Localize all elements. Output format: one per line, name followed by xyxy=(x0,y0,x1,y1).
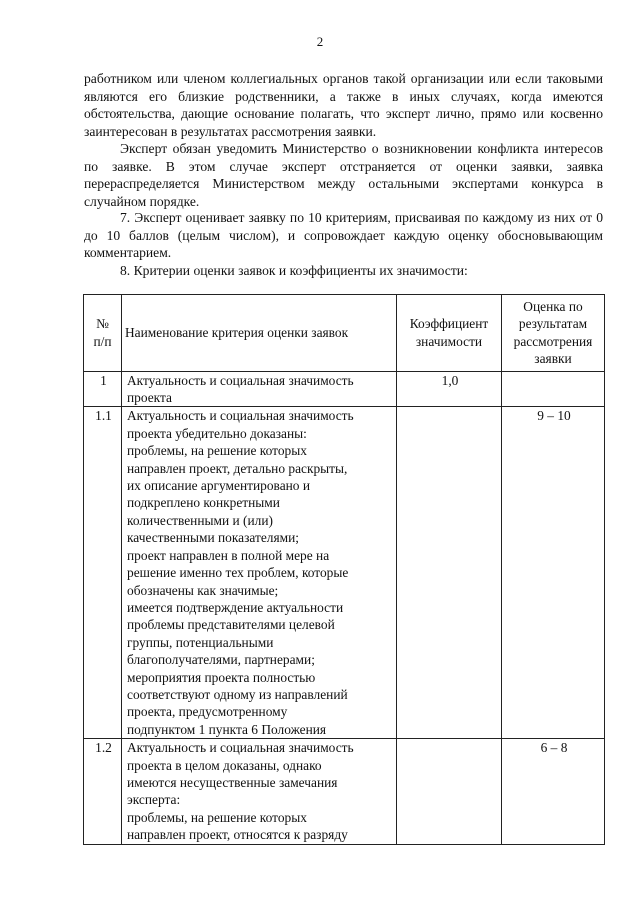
criterion-line: проблемы, на решение которых xyxy=(127,809,307,825)
criterion-description xyxy=(122,407,397,739)
criterion-line: благополучателями, партнерами; xyxy=(127,652,315,668)
criterion-line: проекта xyxy=(127,390,172,406)
row-number: 1.1 xyxy=(84,407,122,739)
paragraph-conflict-conditions xyxy=(84,70,603,140)
criterion-line: Актуальность и социальная значимость xyxy=(127,408,354,424)
paragraph-text: 8. Критерии оценки заявок и коэффициенты их значимости: xyxy=(120,263,468,278)
row-number: 1.2 xyxy=(84,739,122,844)
table-row xyxy=(84,739,605,844)
table-row xyxy=(84,371,605,407)
row-number: 1 xyxy=(84,371,122,407)
criterion-line: Актуальность и социальная значимость xyxy=(127,372,354,388)
criterion-line: проблемы представителями целевой xyxy=(127,617,335,633)
table-row xyxy=(84,407,605,739)
header-coefficient: Коэффициент значимости xyxy=(397,295,502,372)
paragraph-item-8 xyxy=(84,262,603,280)
paragraph-item-7 xyxy=(84,209,603,262)
criterion-line: проекта, предусмотренному xyxy=(127,704,288,720)
criterion-line: имеется подтверждение актуальности xyxy=(127,599,344,615)
criterion-line: Актуальность и социальная значимость xyxy=(127,740,354,756)
paragraph-text: Эксперт обязан уведомить Министерство о возникновении конфликта интересов по заявке. В этом случае эксперт отстраняется от оценки заявки, заявка перераспределяется Министерством между остальными экспертами конкурса в случайном порядке. xyxy=(84,141,603,209)
header-number: № п/п xyxy=(84,295,122,372)
criterion-line: мероприятия проекта полностью xyxy=(127,669,316,685)
coefficient-value: 1,0 xyxy=(397,371,502,407)
criterion-line: их описание аргументировано и xyxy=(127,478,311,494)
score-range: 9 – 10 xyxy=(502,407,605,739)
criterion-description xyxy=(122,739,397,844)
paragraph-text: 7. Эксперт оценивает заявку по 10 критериям, присваивая по каждому из них от 0 до 10 баллов (целым числом), и сопровождает каждую оценку обосновывающим комментарием. xyxy=(84,210,603,261)
header-criterion-name: Наименование критерия оценки заявок xyxy=(122,295,397,372)
coefficient-value xyxy=(397,407,502,739)
criterion-line: направлен проект, относятся к разряду xyxy=(127,827,348,843)
coefficient-value xyxy=(397,739,502,844)
page-number: 2 xyxy=(316,34,324,49)
criterion-line: проекта в целом доказаны, однако xyxy=(127,757,322,773)
criteria-table-header-row xyxy=(84,295,605,372)
header-score: Оценка по результатам рассмотрения заявки xyxy=(502,295,605,372)
criterion-line: проблемы, на решение которых xyxy=(127,443,307,459)
criterion-line: эксперта: xyxy=(127,792,181,808)
criterion-line: направлен проект, детально раскрыты, xyxy=(127,460,348,476)
criterion-line: имеются несущественные замечания xyxy=(127,774,338,790)
criterion-line: количественными и (или) xyxy=(127,512,273,528)
criterion-description xyxy=(122,371,397,407)
score-range: 6 – 8 xyxy=(502,739,605,844)
criteria-table xyxy=(83,294,605,845)
criterion-line: проекта убедительно доказаны: xyxy=(127,425,307,441)
criterion-line: подкреплено конкретными xyxy=(127,495,280,511)
paragraph-expert-duty xyxy=(84,140,603,210)
criterion-line: подпунктом 1 пункта 6 Положения xyxy=(127,721,327,737)
paragraph-text: работником или членом коллегиальных органов такой организации или если таковыми являются его близкие родственники, а также в иных случаях, когда имеются обстоятельства, дающие основание полагать, что эксперт лично, прямо или косвенно заинтересован в результатах рассмотрения заявки. xyxy=(84,71,603,139)
criterion-line: соответствуют одному из направлений xyxy=(127,686,348,702)
criterion-line: проект направлен в полной мере на xyxy=(127,547,330,563)
criterion-line: группы, потенциальными xyxy=(127,634,274,650)
criterion-line: качественными показателями; xyxy=(127,530,300,546)
criteria-table-body xyxy=(84,371,605,844)
criterion-line: обозначены как значимые; xyxy=(127,582,279,598)
score-range xyxy=(502,371,605,407)
criterion-line: решение именно тех проблем, которые xyxy=(127,565,349,581)
